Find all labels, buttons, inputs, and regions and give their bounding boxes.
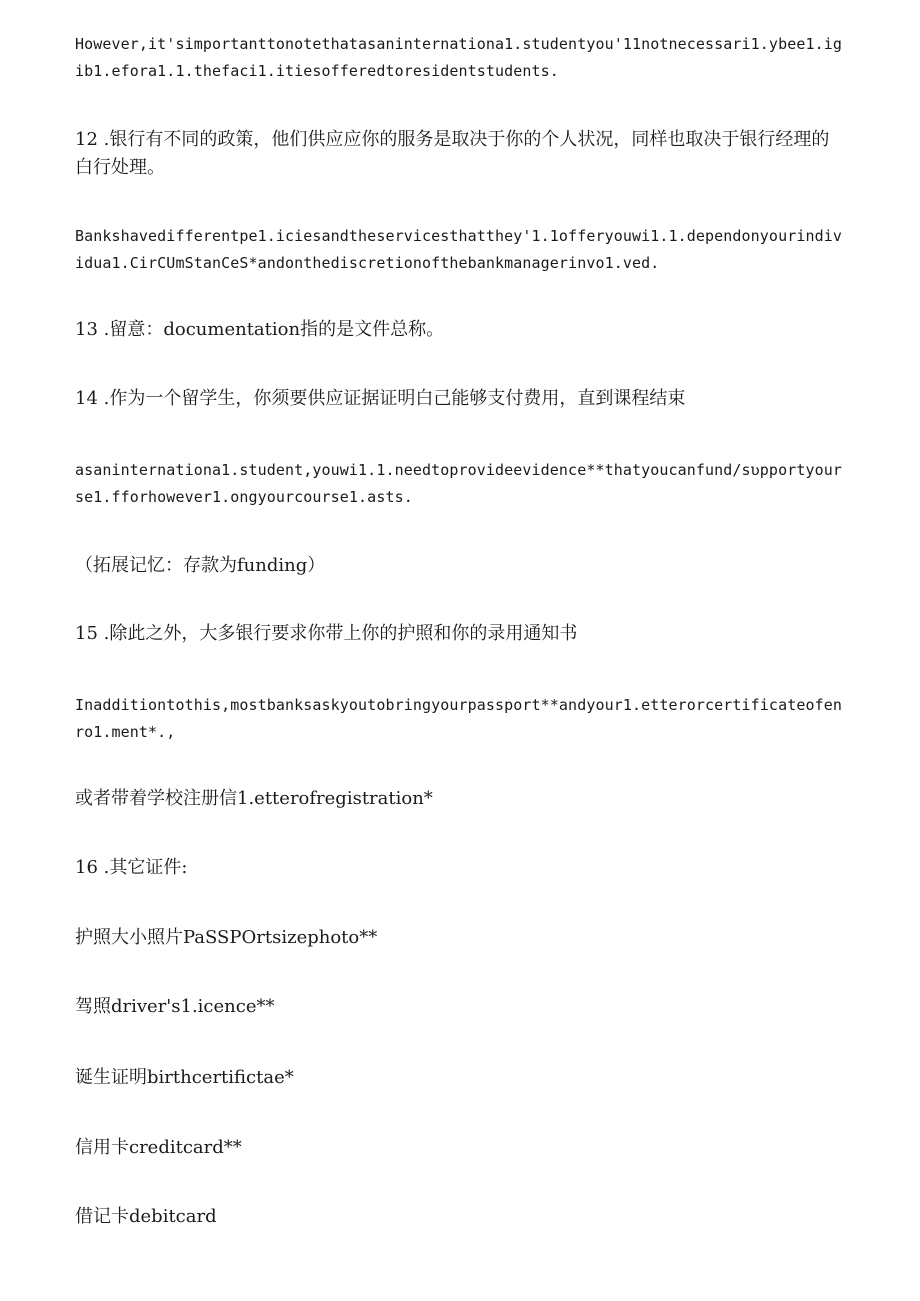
- paragraph-funding-note: （拓展记忆：存款为funding）: [75, 555, 326, 576]
- paragraph-eligibility-note: However,it'simportanttonotethatasaninternationa1.studentyou'11notnecessari1.ybee1.igib1.efora1.1.thefaci1.itiesofferedtoresidentstudents.: [75, 35, 842, 80]
- paragraph-item-12-chinese: 12 .银行有不同的政策，他们供应应你的服务是取决于你的个人状况，同样也取决于银行经理的白行处理。: [75, 129, 830, 178]
- paragraph-item-14-english: asaninternationa1.student,youwi1.1.needtoprovideevidence**thatyoucanfund/sʋpportyourse1.fforhowever1.ongyourcourse1.asts.: [75, 461, 842, 506]
- list-item-drivers-licence: 驾照driver's1.icence**: [75, 996, 275, 1017]
- paragraph-item-12-english: Bankshavedifferentpe1.iciesandtheservicesthatthey'1.1offeryouwi1.1.dependonyourindividua1.CirCUmStanCeS*andonthediscretionofthebankmanagerinvo1.ved.: [75, 227, 842, 272]
- paragraph-item-16-heading: 16 .其它证件:: [75, 857, 188, 878]
- paragraph-registration-letter: 或者带着学校注册信1.etterofregistration*: [75, 788, 433, 809]
- list-item-debit-card: 借记卡debitcard: [75, 1206, 217, 1227]
- list-item-credit-card: 信用卡creditcard**: [75, 1137, 242, 1158]
- paragraph-item-13: 13 .留意：documentation指的是文件总称。: [75, 319, 445, 340]
- list-item-passport-photo: 护照大小照片PaSSPOrtsizephoto**: [75, 927, 378, 948]
- paragraph-item-14-chinese: 14 .作为一个留学生，你须要供应证据证明白己能够支付费用，直到课程结束: [75, 388, 686, 409]
- paragraph-item-15-english: Inadditiontothis,mostbanksaskyoutobringyourpassport**andyour1.etterorcertificateofenro1.ment*.,: [75, 696, 842, 741]
- list-item-birth-certificate: 诞生证明birthcertifictae*: [75, 1067, 294, 1088]
- paragraph-item-15-chinese: 15 .除此之外，大多银行要求你带上你的护照和你的录用通知书: [75, 623, 578, 644]
